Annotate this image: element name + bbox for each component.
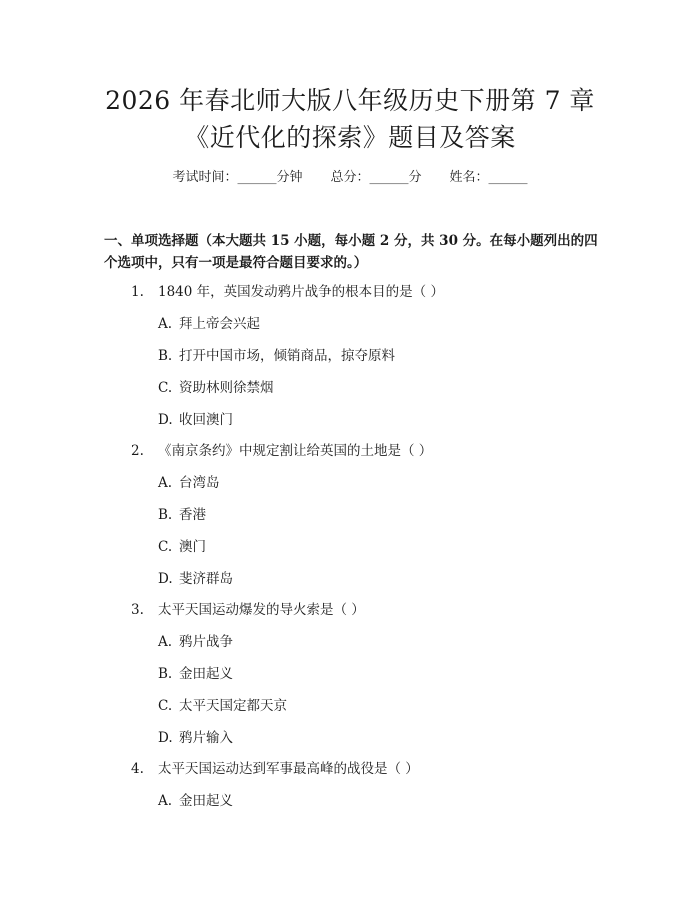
option-text: 太平天国定都天京 bbox=[179, 698, 287, 714]
option-text: 收回澳门 bbox=[179, 412, 233, 428]
question-4 bbox=[131, 759, 419, 779]
option-letter: C. bbox=[158, 698, 173, 714]
question-text: 《南京条约》中规定割让给英国的土地是（ ） bbox=[158, 443, 433, 459]
exam-time: 考试时间：______分钟 bbox=[172, 170, 303, 185]
option-text: 资助林则徐禁烟 bbox=[179, 380, 274, 396]
question-3 bbox=[131, 600, 365, 620]
option-letter: B. bbox=[158, 507, 173, 523]
option-text: 香港 bbox=[179, 507, 206, 523]
option-letter: A. bbox=[158, 475, 173, 491]
option-2d bbox=[158, 569, 233, 589]
option-1c bbox=[158, 378, 274, 398]
question-text: 太平天国运动达到军事最高峰的战役是（ ） bbox=[158, 761, 419, 777]
option-text: 澳门 bbox=[179, 539, 206, 555]
option-letter: A. bbox=[158, 793, 173, 809]
option-letter: A. bbox=[158, 634, 173, 650]
option-letter: A. bbox=[158, 316, 173, 332]
option-text: 鸦片战争 bbox=[179, 634, 233, 650]
option-text: 台湾岛 bbox=[179, 475, 220, 491]
option-letter: D. bbox=[158, 412, 173, 428]
option-letter: D. bbox=[158, 571, 173, 587]
question-number: 3. bbox=[131, 602, 144, 618]
option-letter: B. bbox=[158, 666, 173, 682]
option-3b bbox=[158, 664, 233, 684]
option-letter: C. bbox=[158, 380, 173, 396]
question-1 bbox=[131, 282, 444, 302]
option-1a bbox=[158, 314, 260, 334]
question-number: 1. bbox=[131, 284, 144, 300]
exam-info bbox=[0, 168, 700, 188]
option-2a bbox=[158, 473, 220, 493]
question-text: 1840 年，英国发动鸦片战争的根本目的是（ ） bbox=[158, 284, 444, 300]
question-text: 太平天国运动爆发的导火索是（ ） bbox=[158, 602, 365, 618]
document-title-line2: 《近代化的探索》题目及答案 bbox=[184, 123, 516, 152]
option-letter: D. bbox=[158, 730, 173, 746]
option-text: 鸦片输入 bbox=[179, 730, 233, 746]
option-letter: B. bbox=[158, 348, 173, 364]
option-1b bbox=[158, 346, 395, 366]
exam-score: 总分：______分 bbox=[330, 170, 422, 185]
option-2c bbox=[158, 537, 206, 557]
question-number: 4. bbox=[131, 761, 144, 777]
question-2 bbox=[131, 441, 432, 461]
option-3a bbox=[158, 632, 233, 652]
option-text: 金田起义 bbox=[179, 666, 233, 682]
section-heading: 一、单项选择题（本大题共 15 小题，每小题 2 分，共 30 分。在每小题列出的四个选项中，只有一项是最符合题目要求的。） bbox=[104, 233, 598, 271]
option-letter: C. bbox=[158, 539, 173, 555]
document-title-line1: 2026 年春北师大版八年级历史下册第 7 章 bbox=[105, 86, 595, 115]
option-text: 斐济群岛 bbox=[179, 571, 233, 587]
option-3c bbox=[158, 696, 287, 716]
exam-name: 姓名：______ bbox=[449, 170, 528, 185]
option-4a bbox=[158, 791, 233, 811]
option-2b bbox=[158, 505, 206, 525]
option-1d bbox=[158, 410, 233, 430]
option-text: 金田起义 bbox=[179, 793, 233, 809]
question-number: 2. bbox=[131, 443, 144, 459]
option-3d bbox=[158, 728, 233, 748]
option-text: 打开中国市场，倾销商品，掠夺原料 bbox=[179, 348, 395, 364]
option-text: 拜上帝会兴起 bbox=[179, 316, 260, 332]
